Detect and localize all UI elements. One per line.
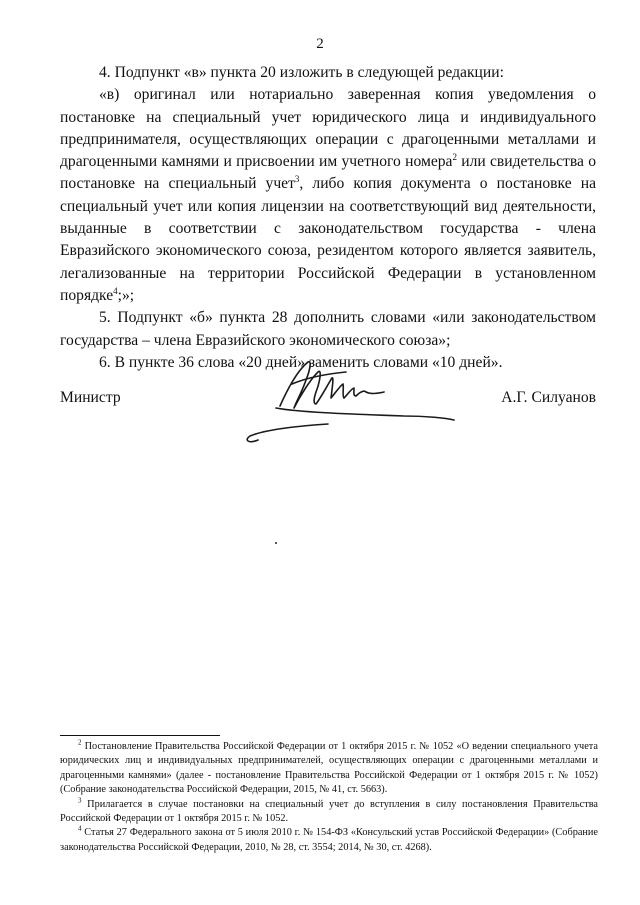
footnotes-section xyxy=(60,740,598,855)
footnote-number: 3 xyxy=(78,796,82,805)
footnote-text: Статья 27 Федерального закона от 5 июля 2010 г. № 154-ФЗ «Консульский устав Российской Федерации» (Собрание законодательства Российской Федерации, 2010, № 28, ст. 3554; 2014, № 30, ст. 4268). xyxy=(60,827,598,853)
footnote-text: Прилагается в случае постановки на специальный учет до вступления в силу постановления Правительства Российской Федерации от 1 октября 2015 г. № 1052. xyxy=(60,798,598,825)
footnote-ref: 4 xyxy=(113,285,118,296)
paragraph-text: 4. Подпункт «в» пункта 20 изложить в следующей редакции: xyxy=(99,64,504,81)
scan-speck xyxy=(275,542,277,544)
document-body xyxy=(60,62,596,374)
signatory-name: А.Г. Силуанов xyxy=(501,389,596,406)
page-number: 2 xyxy=(316,36,324,52)
footnote-ref: 2 xyxy=(452,152,457,162)
paragraph-text: «в) оригинал или нотариально заверенная копия уведомления о постановке на специальный учет юридического лица и индивидуального предпринимателя, осуществляющих операции с драгоценными металлами и драгоценными камнями и присвоении им учетного номера xyxy=(60,86,596,171)
footnote-item xyxy=(60,740,598,798)
footnote-text: Постановление Правительства Российской Федерации от 1 октября 2015 г. № 1052 «О ведении специального учета юридических лиц и индивидуальных предпринимателей, осуществляющих операции с драгоценными металлами и драгоценными камнями» (далее - постановление Правительства Российской Федерации от 1 октября 2015 г. № 1052) (Собрание законодательства Российской Федерации, 2015, № 41, ст. 5663). xyxy=(60,741,598,796)
handwritten-signature xyxy=(236,348,476,448)
paragraph-item-5 xyxy=(60,307,596,352)
footnote-number: 2 xyxy=(78,738,82,747)
paragraph-text: , либо копия документа о постановке на специальный учет или копия лицензии на соответствующий вид деятельности, выданные в соответствии с законодательством государства - члена Евразийского экономического союза, резидентом которого является заявитель, легализованные на территории Российской Федерации в установленном порядке xyxy=(60,175,596,304)
footnote-divider xyxy=(60,735,220,736)
footnote-item xyxy=(60,798,598,827)
paragraph-item-4 xyxy=(60,62,596,84)
footnote-number: 4 xyxy=(78,825,82,834)
footnote-ref: 3 xyxy=(294,174,300,185)
paragraph-item-4v-text xyxy=(60,84,596,307)
footnote-item xyxy=(60,826,598,855)
signatory-title: Министр xyxy=(60,389,121,406)
paragraph-text: 6. В пункте 36 слова «20 дней» заменить словами «10 дней». xyxy=(99,353,503,371)
paragraph-text: ;»; xyxy=(117,286,135,304)
paragraph-text: или свидетельства о постановке на специальный учет xyxy=(60,153,596,193)
paragraph-text: 5. Подпункт «б» пункта 28 дополнить словами «или законодательством государства – члена Евразийского экономического союза»; xyxy=(60,309,596,349)
